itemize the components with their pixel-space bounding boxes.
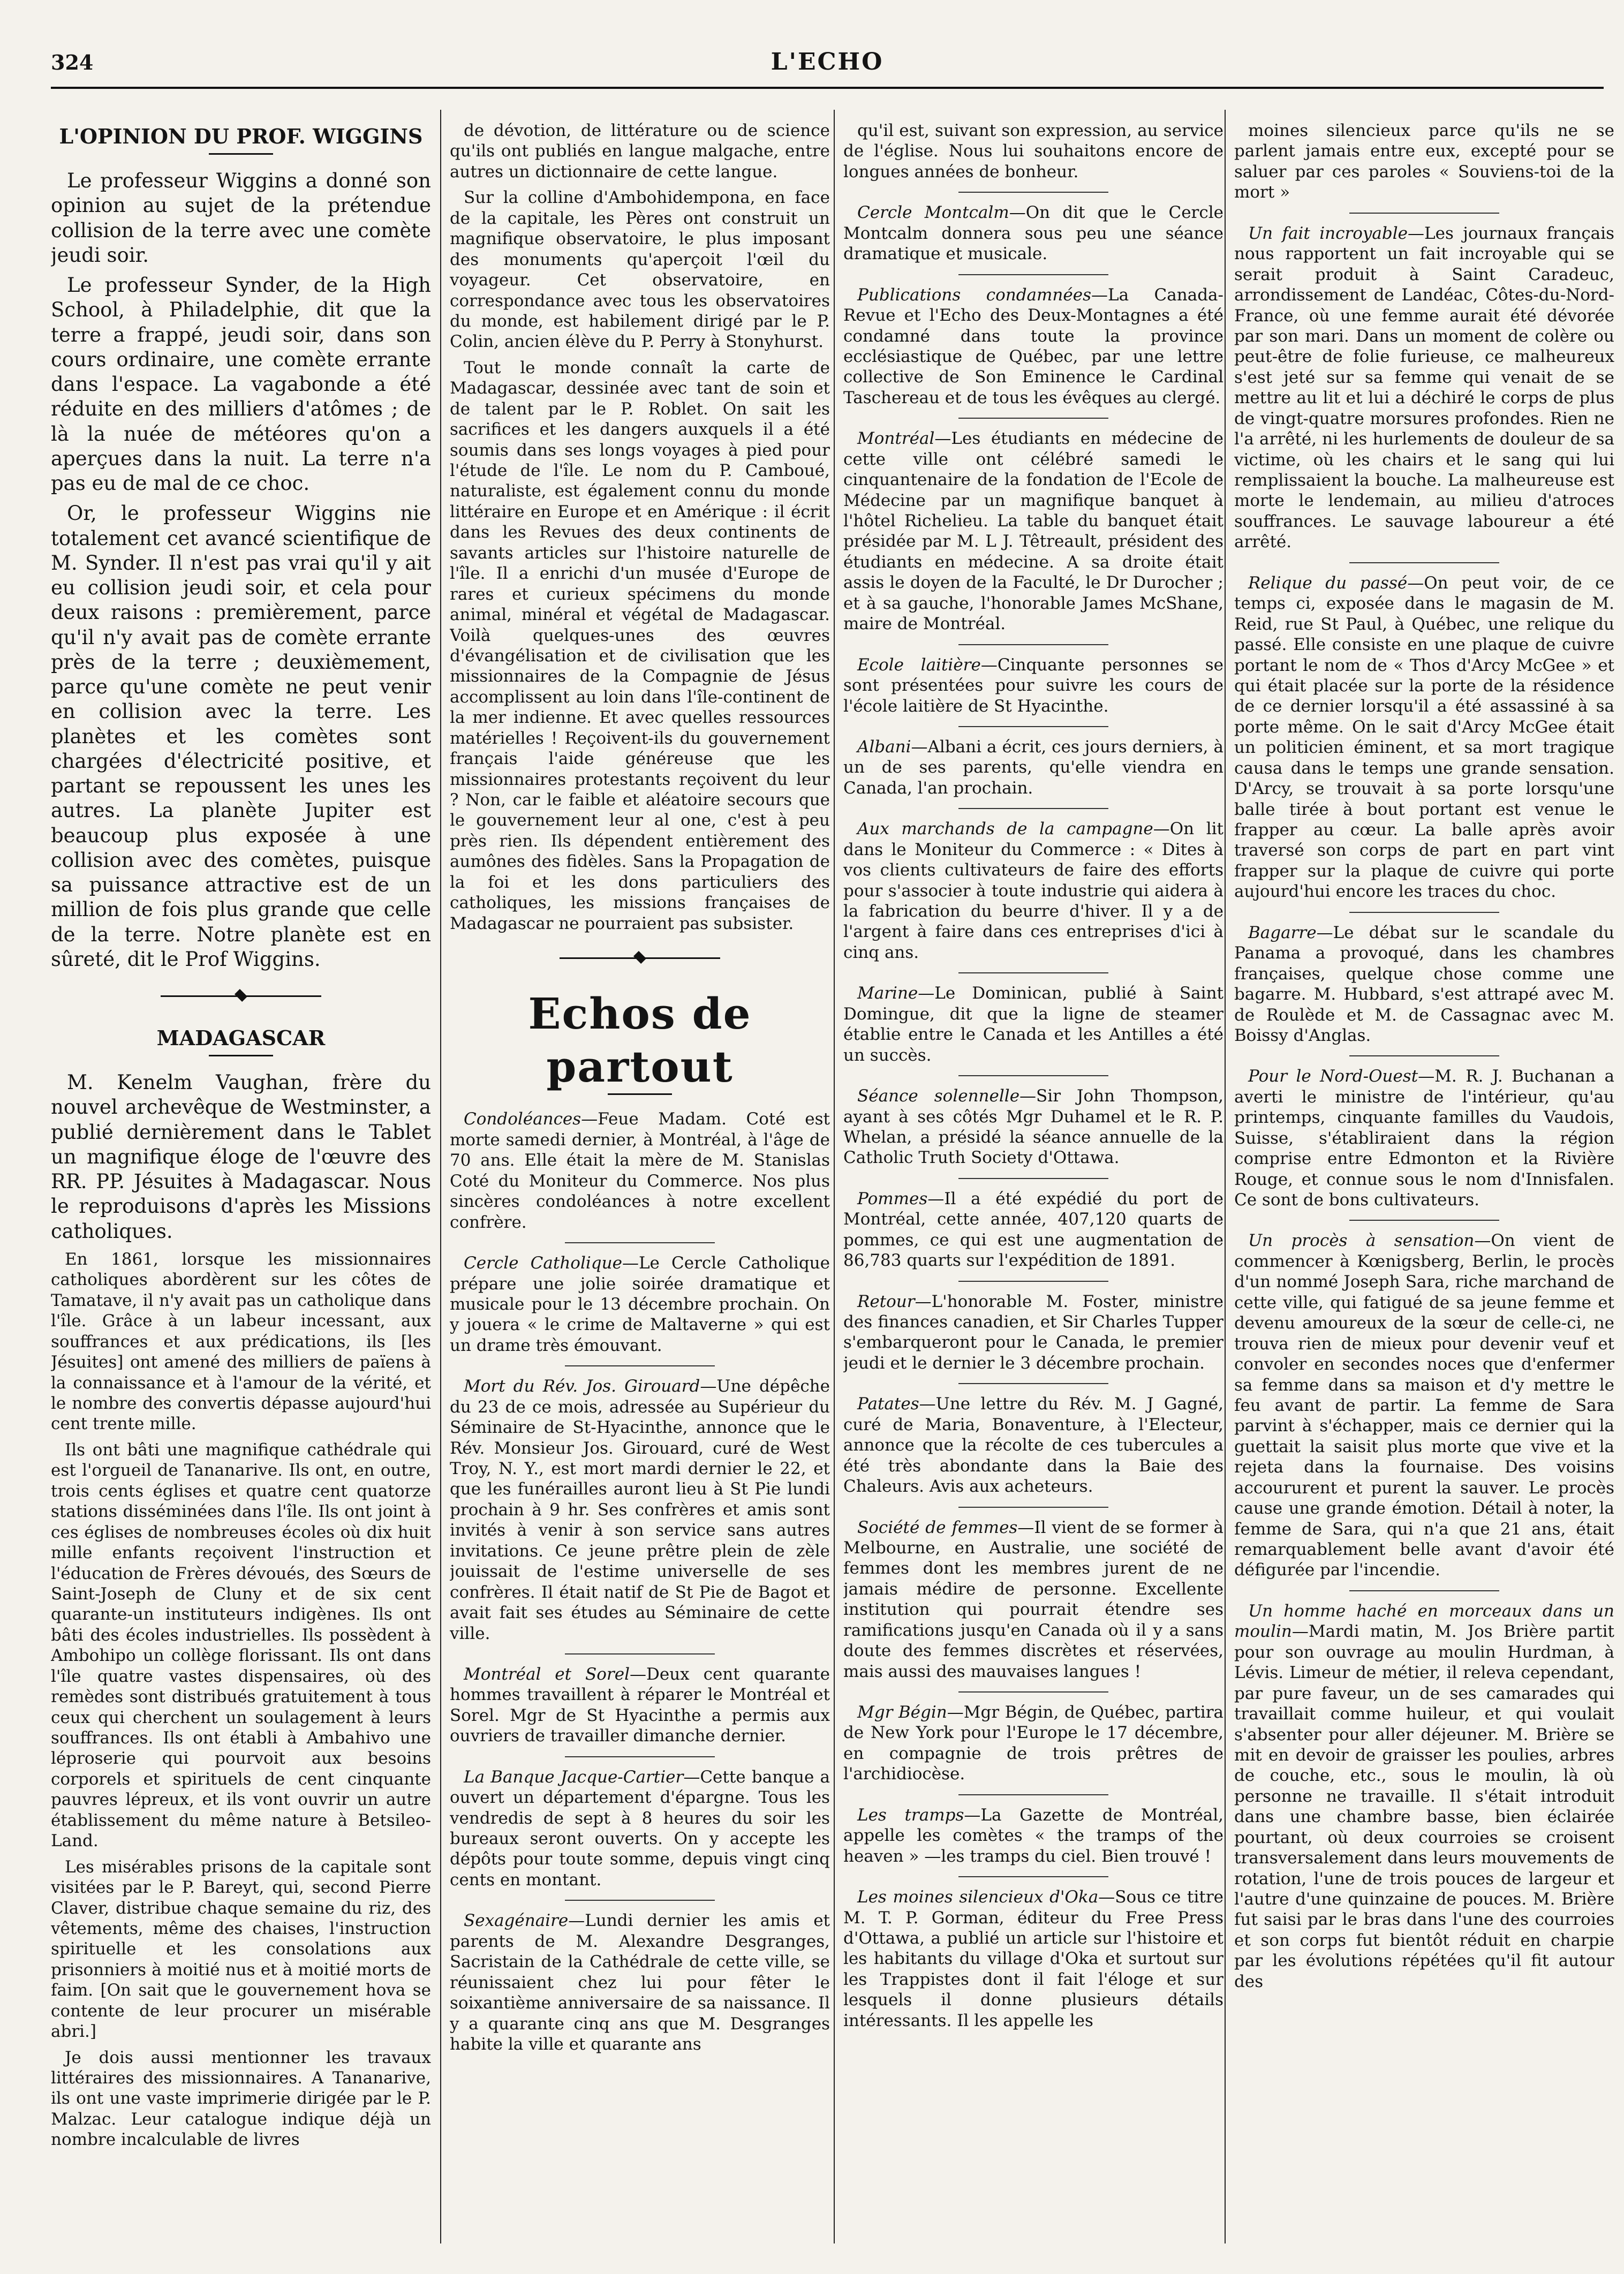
news-item-label: Les tramps <box>857 1805 964 1825</box>
article-paragraph: Sur la colline d'Ambohidempona, en face de la capitale, les Pères ont construit un magnifique observatoire, le plus imposant des monuments qu'aperçoit l'œil du voyageur. Cet observatoire, en correspondance avec tous les observatoires du monde, est habilement dirigé par le P. Colin, ancien élève du P. Perry à Stonyhurst. <box>450 188 830 352</box>
newspaper-title: L'ECHO <box>771 48 884 75</box>
item-separator <box>958 644 1108 645</box>
news-item-text: moines silencieux parce qu'ils ne se parlent jamais entre eux, excepté pour se saluer par ces paroles « Souviens-toi de la mort » <box>1234 121 1614 202</box>
article-paragraph: En 1861, lorsque les missionnaires catholiques abordèrent sur les côtes de Tamatave, il n'y avait pas un catholique dans l'île. Grâce à un labeur incessant, aux souffrances et aux prédications, ils [les Jésuites] ont amené des milliers de païens à la connaissance et à l'amour de la vérité, et le nombre des convertis dépasse aujourd'hui cent trente mille. <box>51 1249 431 1434</box>
news-item <box>843 285 1223 409</box>
item-separator <box>958 192 1108 193</box>
news-item <box>450 1767 830 1891</box>
news-item-text: —Feue Madam. Coté est morte samedi dernier, à Montréal, à l'âge de 70 ans. Elle était la mère de M. Stanislas Coté du Moniteur du Commerce. Nos plus sincères condoléances à notre excellent confrère. <box>450 1109 830 1232</box>
news-items-list <box>450 1109 830 2054</box>
news-item-label: Aux marchands de la campagne <box>857 819 1153 839</box>
news-item <box>1234 1601 1614 1992</box>
item-separator <box>958 726 1108 727</box>
news-item-label: Condoléances <box>464 1109 581 1129</box>
column-divider <box>440 110 441 2243</box>
news-item-label: Marine <box>857 984 918 1003</box>
news-item-label: Patates <box>857 1394 919 1414</box>
item-separator <box>958 1178 1108 1179</box>
news-item-label: Pommes <box>857 1189 928 1208</box>
news-item-text: —On vient de commencer à Kœnigsberg, Berlin, le procès d'un nommé Joseph Sara, riche marchand de cette ville, qui fatigué de sa jeune femme et devenu amoureux de la sœur de celle-ci, ne trouva rien de mieux pour devenir veuf et convoler en secondes noces que d'enfermer sa femme dans sa maison et d'y mettre le feu avant de partir. La femme de Sara parvint à s'échapper, mais ce dernier qui la guettait la saisit plus morte que vive et la rejeta dans la fournaise. Des voisins accoururent et purent la sauver. Le procès cause une grande émotion. Détail à noter, la femme de Sara, qui n'a que 21 ans, était remarquablement belle avant d'avoir été défigurée par l'incendie. <box>1234 1231 1614 1580</box>
news-item <box>1234 923 1614 1046</box>
item-separator <box>1349 1055 1499 1056</box>
item-separator <box>1349 562 1499 563</box>
item-separator <box>958 1075 1108 1076</box>
news-item-label: Cercle Montcalm <box>857 203 1009 223</box>
article-paragraph: Le professeur Wiggins a donné son opinion au sujet de la prétendue collision de la terre avec une comète jeudi soir. <box>51 169 431 267</box>
news-item-label: Un fait incroyable <box>1248 223 1408 243</box>
news-item-text: —Une lettre du Rév. M. J Gagné, curé de Maria, Bonaventure, à l'Electeur, annonce que la récolte de ces tubercules a été très abondante dans la Baie des Chaleurs. Avis aux acheteurs. <box>843 1394 1223 1497</box>
news-item-label: Sexagénaire <box>464 1911 569 1931</box>
column-3 <box>843 120 1223 2241</box>
news-item-text: —Lundi dernier les amis et parents de M. Alexandre Desgranges, Sacristain de la Cathédrale de cette ville, se réunissaient chez lui pour fêter le soixantième anniversaire de sa naissance. Il y a quarante cinq ans que M. Desgranges habite la ville et quarante ans <box>450 1911 830 2054</box>
page-header <box>51 43 1604 80</box>
news-item-text: —L'honorable M. Foster, ministre des finances canadien, et Sir Charles Tupper s'embarqueront pour le Canada, le premier jeudi et le dernier le 3 décembre prochain. <box>843 1291 1223 1373</box>
news-item-label: La Banque Jacque-Cartier <box>464 1767 684 1787</box>
news-item-text: qu'il est, suivant son expression, au service de l'église. Nous lui souhaitons encore de longues années de bonheur. <box>843 121 1223 182</box>
news-item <box>843 202 1223 264</box>
article-lead-paragraph: M. Kenelm Vaughan, frère du nouvel archevêque de Westminster, a publié dernièrement dans le Tablet un magnifique éloge de l'œuvre des RR. PP. Jésuites à Madagascar. Nous le reproduisons d'après les Missions catholiques. <box>51 1071 431 1243</box>
item-separator <box>958 808 1108 809</box>
item-separator <box>565 1900 715 1901</box>
news-item <box>843 1189 1223 1271</box>
news-item-text: —Une dépêche du 23 de ce mois, adressée au Supérieur du Séminaire de St-Hyacinthe, annonce que le Rév. Monsieur Jos. Girouard, curé de West Troy, N. Y., est mort mardi dernier le 22, et que les funérailles auront lieu à St Pie lundi prochain à 9 hr. Ses confrères et amis sont invités à venir à son service sans autres invitations. Ce jeune prêtre plein de zèle jouissait de l'estime universelle de ses confrères. Il était natif de St Pie de Bagot et avait fait ses études au Séminaire de cette ville. <box>450 1377 830 1643</box>
news-item-text: —Le Cercle Catholique prépare une jolie soirée dramatique et musicale pour le 13 décembre prochain. On y jouera « le crime de Maltaverne » qui est un drame très émouvant. <box>450 1253 830 1355</box>
news-item-label: Bagarre <box>1248 923 1317 942</box>
news-item <box>450 1910 830 2054</box>
item-separator <box>958 1876 1108 1877</box>
news-item-label: Un procès à sensation <box>1248 1231 1475 1251</box>
news-item-label: Montréal <box>857 429 935 449</box>
news-item <box>843 1887 1223 2031</box>
news-item-text: —On lit dans le Moniteur du Commerce : « Dites à vos clients cultivateurs de faire des efforts pour s'associer à toute industrie qui aidera à la fabrication du beurre d'hiver. Il y a de l'argent à faire dans ces entreprises d'ici à cinq ans. <box>843 819 1223 962</box>
news-item <box>1234 120 1614 203</box>
news-item <box>1234 1230 1614 1580</box>
item-separator <box>1349 1220 1499 1221</box>
news-item-label: Les moines silencieux d'Oka <box>857 1887 1099 1907</box>
header-rule <box>51 87 1604 89</box>
news-item <box>843 120 1223 182</box>
news-item-text: —Les étudiants en médecine de cette ville ont célébré samedi le cinquantenaire de la fondation de l'Ecole de Médecine par un magnifique banquet à l'hôtel Richelieu. La table du banquet était présidée par M. L J. Têtreault, président des étudiants en médecine. A sa droite était assis le doyen de la Faculté, le Dr Durocher ; et à sa gauche, l'honorable James McShane, maire de Montréal. <box>843 429 1223 634</box>
news-item-text: —On dit que le Cercle Montcalm donnera sous peu une séance dramatique et musicale. <box>843 203 1223 264</box>
news-item-text: —On peut voir, de ce temps ci, exposée dans le magasin de M. Reid, rue St Paul, à Québec, une relique du passé. Elle consiste en une plaque de cuivre portant le nom de « Thos d'Arcy McGee » et qui était placée sur la porte de la résidence de ce dernier lorsqu'il a été assassiné à sa porte même. On le sait d'Arcy McGee était un politicien éminent, et sa mort tragique causa dans le temps une grande sensation. D'Arcy, se trouvait à sa porte lorsqu'une balle tirée à bout portant est venue le frapper au cœur. La balle après avoir traversé son corps de part en part vint frapper sur la plaque de cuivre qui porte aujourd'hui encore les traces du choc. <box>1234 573 1614 902</box>
news-item-text: —Albani a écrit, ces jours derniers, à un de ses parents, qu'elle viendra en Canada, l'an prochain. <box>843 737 1223 798</box>
news-item-text: —Les journaux français nous rapportent un fait incroyable qui se serait produit à Saint Caradeuc, arrondissement de Landéac, Côtes-du-Nord-France, où une femme aurait été dévorée par son mari. Dans un moment de colère ou peut-être de folie furieuse, ce malheureux s'est jeté sur sa femme qui venait de se mettre au lit et lui a déchiré le corps de plus de vingt-quatre morsures profondes. Rien ne l'a arrêté, ni les hurlements de douleur de sa victime, où les chairs et le sang qui lui remplissaient la bouche. La malheureuse est morte le lendemain, au milieu d'atroces souffrances. Le sauvage laboureur a été arrêté. <box>1234 223 1614 552</box>
news-item-label: Albani <box>857 737 911 757</box>
news-item-text: —Il vient de se former à Melbourne, en Australie, une société de femmes dont les membres jurent de ne jamais médire de personne. Excellente institution qui pourrait étendre ses ramifications jusqu'en Canada où il y a sans doute des femmes discrètes et réservées, mais aussi des mauvaises langues ! <box>843 1517 1223 1681</box>
news-item <box>843 1517 1223 1682</box>
article-paragraph: Je dois aussi mentionner les travaux littéraires des missionnaires. A Tananarive, ils ont une vaste imprimerie dirigée par le P. Malzac. Leur catalogue indique déjà un nombre incalculable de livres <box>51 2048 431 2150</box>
column-4 <box>1234 120 1614 2241</box>
news-item-text: —Le Dominican, publié à Saint Domingue, dit que la ligne de steamer établie entre le Canada et les Antilles a été un succès. <box>843 984 1223 1065</box>
column-2 <box>450 120 830 2241</box>
title-rule <box>209 1055 273 1056</box>
news-item <box>1234 223 1614 553</box>
column-1 <box>51 120 431 2241</box>
article-title-madagascar: MADAGASCAR <box>156 1026 326 1051</box>
column-divider <box>1225 110 1226 2243</box>
news-item <box>843 819 1223 963</box>
item-separator <box>958 1383 1108 1384</box>
news-item <box>1234 573 1614 902</box>
item-separator <box>958 1691 1108 1693</box>
column-divider <box>834 110 835 2243</box>
news-item <box>843 1702 1223 1785</box>
news-item <box>843 655 1223 716</box>
news-item <box>450 1253 830 1356</box>
article-paragraph: Ils ont bâti une magnifique cathédrale qui est l'orgueil de Tananarive. Ils ont, en outre, trois cents églises et quatre cent quatorze stations disséminées dans l'île. Ils ont joint à ces églises de nombreuses écoles où dix huit mille enfants reçoivent l'instruction et l'éducation de Frères dévoués, des Sœurs de Saint-Joseph de Cluny et de six cent quarante-un instituteurs indigènes. Ils ont bâti des écoles industrielles. Ils possèdent à Ambohipo un collège florissant. Ils ont dans l'île quatre vastes dispensaires, où des remèdes sont distribués gratuitement à tous ceux qui cherchent un soulagement à leurs souffrances. Ils ont établi à Ambahivo une léproserie qui pourvoit aux besoins corporels et spirituels de cent cinquante pauvres lépreux, et ils vont ouvrir un autre établissement du même nature à Betsileo-Land. <box>51 1440 431 1851</box>
news-item <box>450 1664 830 1747</box>
news-item <box>843 1291 1223 1374</box>
news-item-text: —La Canada-Revue et l'Echo des Deux-Montagnes a été condamné dans toute la province ecclésiastique de Québec, par une lettre collective de Son Eminence le Cardinal Taschereau et de tous les évêques au clergé. <box>843 285 1223 407</box>
article-madagascar-lead <box>51 1070 431 1244</box>
news-item-text: —Le débat sur le scandale du Panama a provoqué, dans les chambres françaises, quelque chose comme une bagarre. M. Hubbard, s'est attrapé avec M. de Roulède et M. de Cassagnac avec M. Boissy d'Anglas. <box>1234 923 1614 1045</box>
news-item <box>843 1394 1223 1497</box>
title-rule <box>608 1093 672 1095</box>
news-item-label: Cercle Catholique <box>464 1253 622 1273</box>
news-item-text: —Mardi matin, M. Jos Brière partit pour son ouvrage au moulin Hurdman, à Lévis. Limeur de métier, il releva cependant, par pure faveur, un de ses camarades qui travaillait comme huileur, et qui voulait s'absenter pour aller déjeuner. M. Brière se mit en devoir de graisser les poulies, arbres de couche, etc., sous le moulin, là où personne ne travaille. Il s'était introduit dans une chambre basse, bien éclairée pourtant, où deux courroies se croisent transversalement dans leurs mouvements de rotation, l'une de trois pouces de largeur et l'autre d'une quinzaine de pouces. M. Brière fut saisi par le bras dans l'une des courroies et son corps fut bientôt réduit en charpie par les évolutions répétées qu'il fit autour des <box>1234 1622 1614 1991</box>
news-items-list <box>843 120 1223 2031</box>
item-separator <box>565 1365 715 1366</box>
item-separator <box>565 1756 715 1757</box>
news-item-label: Mgr Bégin <box>857 1703 947 1722</box>
news-item-text: —Sous ce titre M. T. P. Gorman, éditeur du Free Press d'Ottawa, a publié un article sur l'histoire et les habitants du village d'Oka et surtout sur les Trappistes dont il fait l'éloge et sur lesquels il donne plusieurs détails intéressants. Il les appelle les <box>843 1887 1223 2030</box>
news-item <box>843 1086 1223 1168</box>
news-item <box>843 983 1223 1066</box>
news-item-text: —La Gazette de Montréal, appelle les comètes « the tramps of the heaven » —les tramps du ciel. Bien trouvé ! <box>843 1805 1223 1866</box>
item-separator <box>565 1653 715 1654</box>
news-item <box>843 737 1223 798</box>
news-item-text: —Sir John Thompson, ayant à ses côtés Mgr Duhamel et le R. P. Whelan, a présidé la séance annuelle de la Catholic Truth Society d'Ottawa. <box>843 1086 1223 1168</box>
news-item-text: —Il a été expédié du port de Montréal, cette année, 407,120 quarts de pommes, ce qui est une augmentation de 86,783 quarts sur l'expédition de 1891. <box>843 1189 1223 1271</box>
item-separator <box>1349 1590 1499 1591</box>
news-item-label: Retour <box>857 1291 915 1311</box>
news-item <box>450 1109 830 1233</box>
item-separator <box>958 972 1108 973</box>
item-separator <box>565 1242 715 1243</box>
ornamental-divider <box>560 955 720 961</box>
item-separator <box>1349 912 1499 913</box>
article-paragraph: de dévotion, de littérature ou de science qu'ils ont publiés en langue malgache, entre autres un dictionnaire de cette langue. <box>450 121 830 182</box>
news-item <box>843 1805 1223 1867</box>
news-item-label: Séance solennelle <box>857 1086 1020 1106</box>
article-wiggins-body <box>51 169 431 972</box>
news-item-text: —Mgr Bégin, de Québec, partira de New York pour l'Europe le 17 décembre, en compagnie de trois prêtres de l'archidiocèse. <box>843 1703 1223 1784</box>
news-item-label: Société de femmes <box>857 1517 1018 1537</box>
article-paragraph: Or, le professeur Wiggins nie totalement cet avancé scientifique de M. Synder. Il n'est pas vrai qu'il y ait eu collision jeudi soir, et cela pour deux raisons : premièrement, parce qu'il n'y avait pas de comète errante près de la terre ; deuxièmement, parce qu'une comète ne peut venir en collision avec la terre. Les planètes et les comètes sont chargées d'électricité positive, et partant se repoussent les unes les autres. La planète Jupiter est beaucoup plus exposée à une collision avec des comètes, puisque sa puissance attractive est de un million de fois plus grande que celle de la terre. Notre planète est en sûreté, dit le Prof Wiggins. <box>51 502 431 971</box>
item-separator <box>958 1794 1108 1795</box>
news-item-text: —Cinquante personnes se sont présentées pour suivre les cours de l'école laitière de St Hyacinthe. <box>843 655 1223 716</box>
news-item <box>1234 1066 1614 1210</box>
news-item-label: Un homme haché en morceaux dans un moulin <box>1234 1601 1614 1642</box>
page-number: 324 <box>51 50 94 74</box>
article-paragraph: Le professeur Synder, de la High School, à Philadelphie, dit que la terre a frappé, jeudi soir, dans son cours ordinaire, une comète errante dans l'espace. La vagabonde a été réduite en des milliers d'atômes ; de là la nuée de météores qu'on a aperçues dans la nuit. La terre n'a pas eu de mal de ce choc. <box>51 274 431 495</box>
item-separator <box>1349 213 1499 214</box>
section-title-echos: Echos de partout <box>528 988 752 1092</box>
news-item-text: —Deux cent quarante hommes travaillent à réparer le Montréal et Sorel. Mgr de St Hyacinthe a permis aux ouvriers de travailler dimanche dernier. <box>450 1664 830 1746</box>
title-rule <box>209 153 273 155</box>
news-item-label: Mort du Rév. Jos. Girouard <box>464 1377 700 1396</box>
ornamental-divider <box>161 993 321 999</box>
news-items-list <box>1234 120 1614 1992</box>
item-separator <box>958 1507 1108 1508</box>
news-item-label: Ecole laitière <box>857 655 981 675</box>
article-paragraph: Tout le monde connaît la carte de Madagascar, dessinée avec tant de soin et de talent par le P. Roblet. On sait les sacrifices et les dangers auxquels il a été soumis dans ses longs voyages à pied pour l'étude de l'île. Le nom du P. Camboué, naturaliste, est également connu du monde littéraire en Europe et en Amérique : il écrit dans les Revues des deux continents de savants articles sur l'histoire naturelle de l'île. Il a enrichi d'un musée d'Europe de rares et curieux spécimens du monde animal, minéral et végétal de Madagascar. Voilà quelques-unes des œuvres d'évangélisation et de civilisation que les missionnaires de la Compagnie de Jésus accomplissent au loin dans l'île-continent de la mer indienne. Et avec quelles ressources matérielles ! Reçoivent-ils du gouvernement français l'aide généreuse que les missionnaires protestants reçoivent du leur ? Non, car le faible et aléatoire secours que le gouvernement leur al one, c'est à peu près rien. Ils dépendent entièrement des aumônes des fidèles. Sans la Propagation de la foi et les dons particuliers des catholiques, les missions françaises de Madagascar ne pourraient pas subsister. <box>450 358 830 933</box>
news-item-text: —Cette banque a ouvert un département d'épargne. Tous les vendredis de sept à 8 heures du soir les bureaux seront ouverts. On y accepte les dépôts pour toute somme, depuis vingt cinq cents en montant. <box>450 1767 830 1890</box>
article-title-wiggins: L'OPINION DU PROF. WIGGINS <box>59 124 423 148</box>
item-separator <box>958 1281 1108 1282</box>
news-item <box>450 1376 830 1644</box>
item-separator <box>958 274 1108 275</box>
item-separator <box>958 418 1108 419</box>
news-item <box>843 428 1223 634</box>
news-item-label: Pour le Nord-Ouest <box>1248 1067 1418 1086</box>
news-item-label: Publications condamnées <box>857 285 1091 305</box>
news-item-label: Montréal et Sorel <box>464 1664 630 1684</box>
news-item-label: Relique du passé <box>1248 573 1408 593</box>
article-paragraph: Les misérables prisons de la capitale sont visitées par le P. Bareyt, qui, second Pierre Claver, distribue chaque semaine du riz, des vêtements, même des chaises, l'instruction spirituelle et les consolations aux prisonniers à moitié nus et à moitié morts de faim. [On sait que le gouvernement hova se contente de leur procurer un misérable abri.] <box>51 1857 431 2042</box>
news-item-text: —M. R. J. Buchanan a averti le ministre de l'intérieur, qu'au printemps, cinquante familles du Vaudois, Suisse, s'établiraient dans la région comprise entre Edmonton et la Rivière Rouge, et connue sous le nom d'Innisfalen. Ce sont de bons cultivateurs. <box>1234 1067 1614 1210</box>
